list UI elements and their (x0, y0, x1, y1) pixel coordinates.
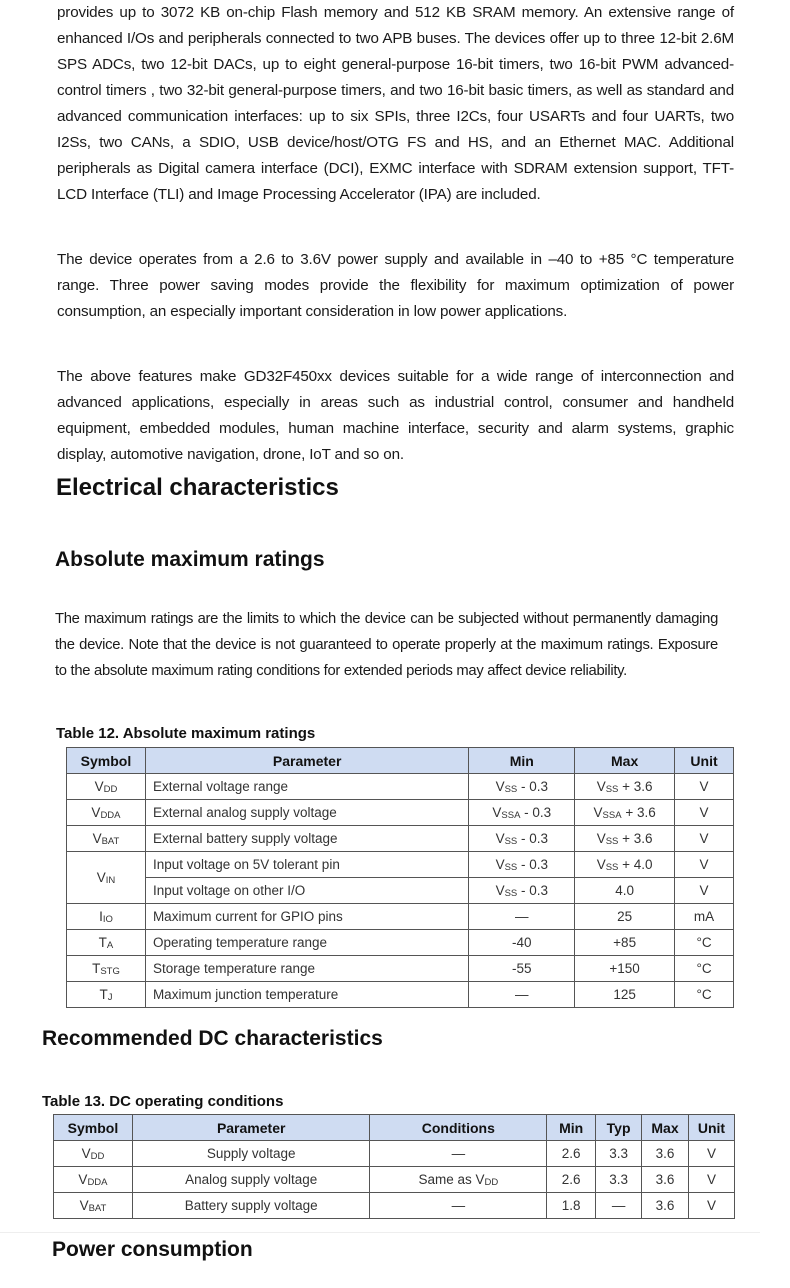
cell-min-rest: - 0.3 (517, 856, 549, 872)
cell-max-main: V (596, 856, 606, 872)
cell-parameter: Storage temperature range (145, 956, 468, 982)
cell-min-subscript: SS (504, 887, 518, 899)
cell-unit: mA (675, 904, 734, 930)
col-header-parameter: Parameter (132, 1115, 370, 1141)
cell-max (575, 982, 675, 1008)
cell-unit: °C (675, 930, 734, 956)
cell-max (575, 826, 675, 852)
cell-max-subscript: SS (605, 783, 619, 795)
power-paragraph: The device operates from a 2.6 to 3.6V power supply and available in –40 to +85 °C temperature range. Three power saving modes provide the flexibility for maximum optimization of power consumption, an especially important consideration in low power applications. (57, 251, 734, 320)
cell-parameter: External voltage range (145, 774, 468, 800)
cell-max-rest: + 3.6 (618, 830, 653, 846)
cell-unit: V (688, 1193, 734, 1219)
cell-max-main: +150 (609, 960, 640, 976)
table-row (67, 774, 734, 800)
col-header-min: Min (469, 748, 575, 774)
intro-paragraph: provides up to 3072 KB on-chip Flash memory and 512 KB SRAM memory. An extensive range of enhanced I/Os and peripherals connected to two APB buses. The devices offer up to three 12-bit 2.6M SPS ADCs, two 12-bit DACs, up to eight general-purpose 16-bit timers, two 16-bit PWM advanced-control timers , two 32-bit general-purpose timers, and two 16-bit basic timers, as well as standard and advanced communication interfaces: up to six SPIs, three I2Cs, four USARTs and four UARTs, two I2Ss, two CANs, a SDIO, USB device/host/OTG FS and HS, and an Ethernet MAC. Additional peripherals as Digital camera interface (DCI), EXMC interface with SDRAM extension support, TFT-LCD Interface (TLI) and Image Processing Accelerator (IPA) are included. (57, 4, 734, 203)
dc-operating-conditions-table (53, 1114, 735, 1219)
cell-max (575, 852, 675, 878)
table-row (67, 982, 734, 1008)
cell-min-rest: - 0.3 (520, 804, 552, 820)
symbol-main: I (99, 908, 103, 924)
cell-parameter: External analog supply voltage (145, 800, 468, 826)
conditions-subscript: DD (484, 1176, 499, 1188)
cell-max-subscript: SS (605, 861, 619, 873)
symbol-main: V (81, 1145, 91, 1161)
cell-min-rest: - 0.3 (517, 830, 549, 846)
cell-max-main: 125 (613, 986, 636, 1002)
symbol-subscript: J (107, 991, 113, 1003)
symbol-subscript: STG (100, 965, 120, 977)
page-divider (0, 1232, 760, 1233)
cell-max: 3.6 (642, 1167, 689, 1193)
cell-typ: 3.3 (596, 1167, 642, 1193)
cell-parameter: Maximum current for GPIO pins (145, 904, 468, 930)
conditions-main: — (451, 1145, 466, 1161)
col-header-unit: Unit (688, 1115, 734, 1141)
cell-conditions (370, 1167, 547, 1193)
symbol-main: V (94, 778, 104, 794)
table-row (67, 930, 734, 956)
cell-max-main: V (596, 830, 606, 846)
symbol-subscript: DDA (100, 809, 121, 821)
cell-unit: V (688, 1167, 734, 1193)
cell-min-main: — (515, 986, 529, 1002)
cell-parameter: Analog supply voltage (132, 1167, 370, 1193)
cell-min (469, 904, 575, 930)
cell-min-main: — (515, 908, 529, 924)
symbol-main: V (79, 1197, 89, 1213)
cell-min-subscript: SSA (501, 809, 521, 821)
cell-symbol (54, 1193, 133, 1219)
conditions-main: Same as V (418, 1171, 485, 1187)
symbol-subscript: IN (105, 874, 116, 886)
cell-max: 3.6 (642, 1141, 689, 1167)
cell-min-subscript: SS (504, 861, 518, 873)
symbol-main: V (91, 804, 101, 820)
cell-parameter: Maximum junction temperature (145, 982, 468, 1008)
col-header-typ: Typ (596, 1115, 642, 1141)
heading-recommended-dc-characteristics: Recommended DC characteristics (42, 1027, 383, 1050)
cell-symbol (54, 1167, 133, 1193)
symbol-main: T (92, 960, 101, 976)
cell-min (469, 826, 575, 852)
col-header-symbol: Symbol (67, 748, 146, 774)
cell-symbol (67, 774, 146, 800)
cell-max: 3.6 (642, 1193, 689, 1219)
cell-parameter: Input voltage on 5V tolerant pin (145, 852, 468, 878)
cell-symbol (67, 982, 146, 1008)
applications-paragraph: The above features make GD32F450xx devices suitable for a wide range of interconnection and advanced applications, especially in areas such as industrial control, consumer and handheld equipment, embedded modules, human machine interface, security and alarm systems, graphic display, automotive navigation, drone, IoT and so on. (57, 368, 734, 463)
symbol-subscript: DD (90, 1150, 105, 1162)
cell-min-main: V (495, 882, 505, 898)
cell-max-main: 25 (617, 908, 633, 924)
cell-min (469, 956, 575, 982)
cell-max-subscript: SS (605, 835, 619, 847)
cell-min-subscript: SS (504, 783, 518, 795)
table-row (54, 1167, 735, 1193)
cell-min-main: -55 (512, 960, 532, 976)
abs-max-intro-paragraph: The maximum ratings are the limits to which the device can be subjected without permanently damaging the device. Note that the device is not guaranteed to operate properly at the maximum ratings. Exposure to the absolute maximum rating conditions for extended periods may affect device reliability. (55, 611, 718, 679)
symbol-main: T (99, 986, 108, 1002)
cell-typ: — (596, 1193, 642, 1219)
cell-max-main: V (596, 778, 606, 794)
heading-electrical-characteristics: Electrical characteristics (56, 474, 339, 501)
cell-symbol (67, 930, 146, 956)
cell-min-subscript: SS (504, 835, 518, 847)
col-header-parameter: Parameter (145, 748, 468, 774)
table13-caption: Table 13. DC operating conditions (42, 1093, 284, 1110)
col-header-conditions: Conditions (370, 1115, 547, 1141)
heading-absolute-maximum-ratings: Absolute maximum ratings (55, 548, 325, 571)
cell-unit: V (675, 826, 734, 852)
cell-min (469, 774, 575, 800)
cell-symbol (67, 852, 146, 904)
cell-max-subscript: SSA (602, 809, 622, 821)
cell-max (575, 956, 675, 982)
table-row (67, 800, 734, 826)
cell-typ: 3.3 (596, 1141, 642, 1167)
cell-min-main: -40 (512, 934, 532, 950)
cell-min (469, 878, 575, 904)
cell-min (469, 800, 575, 826)
conditions-main: — (451, 1197, 466, 1213)
cell-min-main: V (495, 830, 505, 846)
table-row (67, 904, 734, 930)
cell-max-main: 4.0 (615, 882, 635, 898)
cell-unit: V (688, 1141, 734, 1167)
col-header-max: Max (575, 748, 675, 774)
table-header-row (54, 1115, 735, 1141)
cell-min-rest: - 0.3 (517, 882, 549, 898)
symbol-subscript: A (106, 939, 114, 951)
cell-parameter: Operating temperature range (145, 930, 468, 956)
symbol-main: V (78, 1171, 88, 1187)
cell-min-rest: - 0.3 (517, 778, 549, 794)
cell-max-rest: + 4.0 (618, 856, 653, 872)
cell-symbol (67, 956, 146, 982)
cell-min (469, 982, 575, 1008)
cell-symbol (67, 904, 146, 930)
table12-caption: Table 12. Absolute maximum ratings (56, 725, 316, 742)
cell-max (575, 800, 675, 826)
cell-max (575, 774, 675, 800)
cell-min: 1.8 (547, 1193, 596, 1219)
cell-max-rest: + 3.6 (618, 778, 653, 794)
cell-parameter: Battery supply voltage (132, 1193, 370, 1219)
col-header-min: Min (547, 1115, 596, 1141)
symbol-subscript: DD (103, 783, 118, 795)
cell-unit: V (675, 774, 734, 800)
cell-symbol (67, 800, 146, 826)
cell-unit: °C (675, 956, 734, 982)
symbol-main: T (98, 934, 107, 950)
col-header-max: Max (642, 1115, 689, 1141)
cell-min (469, 852, 575, 878)
cell-max (575, 930, 675, 956)
cell-unit: V (675, 852, 734, 878)
symbol-subscript: IO (102, 913, 113, 925)
cell-unit: °C (675, 982, 734, 1008)
col-header-unit: Unit (675, 748, 734, 774)
cell-min (469, 930, 575, 956)
symbol-subscript: DDA (87, 1176, 108, 1188)
heading-power-consumption: Power consumption (52, 1238, 253, 1261)
table-row (54, 1193, 735, 1219)
col-header-symbol: Symbol (54, 1115, 133, 1141)
cell-parameter: Supply voltage (132, 1141, 370, 1167)
cell-min-main: V (492, 804, 502, 820)
cell-unit: V (675, 878, 734, 904)
cell-max-main: V (593, 804, 603, 820)
table-header-row (67, 748, 734, 774)
table-row (67, 852, 734, 878)
symbol-main: V (96, 869, 106, 885)
cell-max (575, 904, 675, 930)
cell-symbol (54, 1141, 133, 1167)
cell-min: 2.6 (547, 1141, 596, 1167)
table-row (67, 956, 734, 982)
cell-min-main: V (495, 778, 505, 794)
table-row (54, 1141, 735, 1167)
absolute-maximum-ratings-table (66, 747, 734, 1008)
table-row (67, 878, 734, 904)
cell-symbol (67, 826, 146, 852)
cell-min-main: V (495, 856, 505, 872)
cell-parameter: Input voltage on other I/O (145, 878, 468, 904)
symbol-subscript: BAT (88, 1202, 107, 1214)
symbol-main: V (92, 830, 102, 846)
cell-max (575, 878, 675, 904)
cell-conditions (370, 1193, 547, 1219)
cell-unit: V (675, 800, 734, 826)
table-row (67, 826, 734, 852)
cell-parameter: External battery supply voltage (145, 826, 468, 852)
cell-max-main: +85 (613, 934, 637, 950)
cell-max-rest: + 3.6 (621, 804, 656, 820)
cell-conditions (370, 1141, 547, 1167)
symbol-subscript: BAT (101, 835, 120, 847)
cell-min: 2.6 (547, 1167, 596, 1193)
